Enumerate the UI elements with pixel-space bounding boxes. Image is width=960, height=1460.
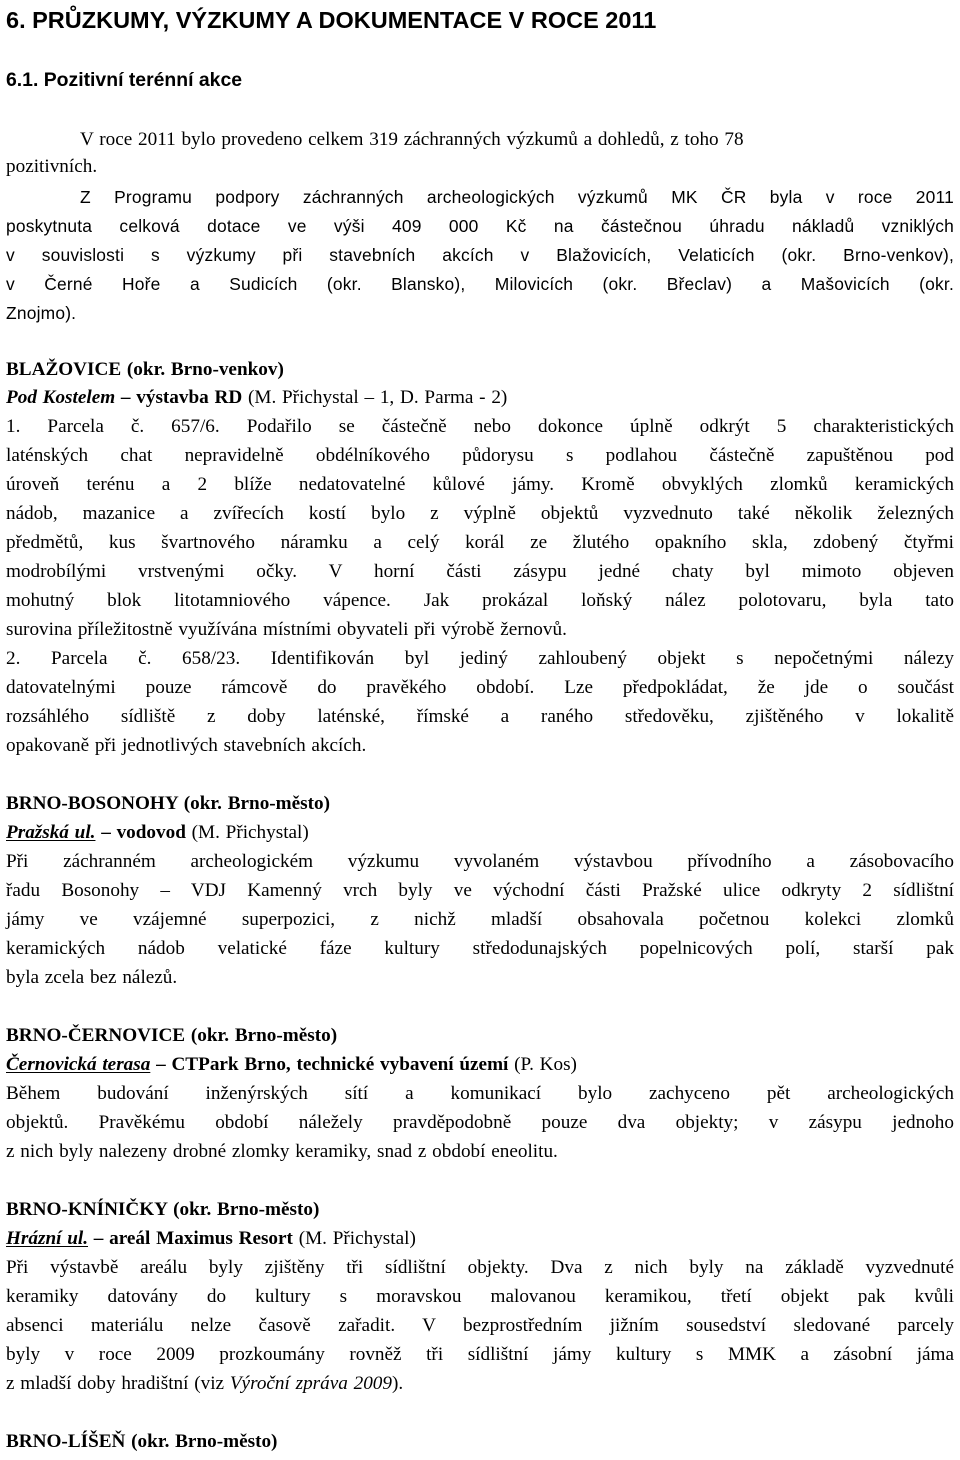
cernovice-line-2: objektů. Pravěkému období náležely pravděpodobně pouze dva objekty; v zásypu jednoho bbox=[6, 1112, 954, 1133]
kninicky-line-1: Při výstavbě areálu byly zjištěny tři sídlištní objekty. Dva z nich byly na základě vyzvednuté bbox=[6, 1257, 954, 1278]
site-heading-blazovice bbox=[6, 356, 284, 385]
site-subheading-bosonohy bbox=[6, 819, 309, 848]
kninicky-line-5 bbox=[6, 1370, 403, 1399]
site-heading-cernovice bbox=[6, 1022, 337, 1051]
bosonohy-line-4: keramických nádob velatické fáze kultury středodunajských popelnicových polí, starší pak bbox=[6, 938, 954, 959]
bosonohy-line-3: jámy ve vzájemné superpozici, z nichž mladší obsahovala početnou kolekci zlomků bbox=[6, 909, 954, 930]
authors: (M. Přichystal – 1, D. Parma - 2) bbox=[242, 387, 508, 408]
site-subheading-blazovice bbox=[6, 384, 507, 413]
site-name: BRNO-BOSONOHY (okr. Brno-město) bbox=[6, 793, 331, 814]
cernovice-line-1: Během budování inženýrských sítí a komunikací bylo zachyceno pět archeologických bbox=[6, 1083, 954, 1104]
locality: Hrázní ul. bbox=[6, 1228, 89, 1249]
site-heading-bosonohy bbox=[6, 790, 330, 819]
bosonohy-line-2: řadu Bosonohy – VDJ Kamenný vrch byly ve východní části Pražské ulice odkryty 2 sídlištní bbox=[6, 880, 954, 901]
site-heading-kninicky bbox=[6, 1196, 319, 1225]
action: výstavba RD bbox=[136, 387, 243, 408]
intro-line-4: poskytnuta celková dotace ve výši 409 000 Kč na částečnou úhradu nákladů vzniklých bbox=[6, 216, 954, 236]
site-name: BLAŽOVICE (okr. Brno-venkov) bbox=[6, 359, 284, 380]
authors: (P. Kos) bbox=[508, 1054, 577, 1075]
site-name: BRNO-KNÍNIČKY (okr. Brno-město) bbox=[6, 1199, 320, 1220]
authors: (M. Přichystal) bbox=[292, 1228, 416, 1249]
intro-line-1: V roce 2011 bylo provedeno celkem 319 záchranných výzkumů a dohledů, z toho 78 bbox=[80, 129, 744, 150]
blazovice-line-6: modrobílými vrstvenými očky. V horní části zásypu jedné chaty byl mimoto objeven bbox=[6, 561, 954, 582]
blazovice-line-11: rozsáhlého sídliště z doby laténské, římské a raného středověku, zjištěného v lokalitě bbox=[6, 706, 954, 727]
reference: Výroční zpráva 2009 bbox=[229, 1373, 392, 1394]
locality: Černovická terasa bbox=[6, 1054, 151, 1075]
blazovice-line-2: laténských chat nepravidelně obdélníkového půdorysu s podlahou částečně zapuštěnou pod bbox=[6, 445, 954, 466]
chapter-heading: 6. PRŮZKUMY, VÝZKUMY A DOKUMENTACE V ROCE 2011 bbox=[6, 7, 657, 33]
action: CTPark Brno, technické vybavení území bbox=[171, 1054, 509, 1075]
site-name: BRNO-ČERNOVICE (okr. Brno-město) bbox=[6, 1025, 338, 1046]
bosonohy-line-5: byla zcela bez nálezů. bbox=[6, 967, 178, 988]
blazovice-line-1: 1. Parcela č. 657/6. Podařilo se částečně nebo dokonce úplně odkrýt 5 charakteristických bbox=[6, 416, 954, 437]
dash: – bbox=[150, 1054, 172, 1075]
site-subheading-kninicky bbox=[6, 1225, 416, 1254]
line-text: z mladší doby hradištní (viz bbox=[6, 1373, 230, 1394]
authors: (M. Přichystal) bbox=[185, 822, 309, 843]
dash: – bbox=[115, 387, 137, 408]
blazovice-line-8: surovina příležitostně využívána místními obyvateli při výrobě žernovů. bbox=[6, 619, 567, 640]
blazovice-line-3: úroveň terénu a 2 blíže nedatovatelné kůlové jámy. Kromě obvyklých zlomků keramických bbox=[6, 474, 954, 495]
blazovice-line-7: mohutný blok litotamniového vápence. Jak prokázal loňský nález polotovaru, byla tato bbox=[6, 590, 954, 611]
action: areál Maximus Resort bbox=[109, 1228, 293, 1249]
blazovice-line-10: datovatelnými pouze rámcově do pravěkého období. Lze předpokládat, že jde o součást bbox=[6, 677, 954, 698]
bosonohy-line-1: Při záchranném archeologickém výzkumu vyvolaném výstavbou přívodního a zásobovacího bbox=[6, 851, 954, 872]
blazovice-line-5: předmětů, kus švartnového náramku a celý korál ze žlutého opakního skla, zdobený čtyřmi bbox=[6, 532, 954, 553]
intro-line-7: Znojmo). bbox=[6, 303, 77, 323]
kninicky-line-4: byly v roce 2009 prozkoumány rovněž tři sídlištní jámy kultury s MMK a zásobní jáma bbox=[6, 1344, 954, 1365]
intro-line-5: v souvislosti s výzkumy při stavebních akcích v Blažovicích, Velaticích (okr. Brno-venkov), bbox=[6, 245, 954, 265]
kninicky-line-3: absenci materiálu nelze časově zařadit. V bezprostředním jižním sousedství sledované parcely bbox=[6, 1315, 954, 1336]
intro-line-3: Z Programu podpory záchranných archeologických výzkumů MK ČR byla v roce 2011 bbox=[80, 187, 954, 207]
dash: – bbox=[95, 822, 117, 843]
dash: – bbox=[88, 1228, 110, 1249]
blazovice-line-9: 2. Parcela č. 658/23. Identifikován byl jediný zahloubený objekt s nepočetnými nálezy bbox=[6, 648, 954, 669]
section-heading: 6.1. Pozitivní terénní akce bbox=[6, 69, 243, 91]
action: vodovod bbox=[116, 822, 186, 843]
locality: Pražská ul. bbox=[6, 822, 96, 843]
intro-line-2: pozitivních. bbox=[6, 156, 98, 177]
locality: Pod Kostelem bbox=[6, 387, 116, 408]
line-text: ). bbox=[391, 1373, 404, 1394]
blazovice-line-12: opakovaně při jednotlivých stavebních akcích. bbox=[6, 735, 367, 756]
blazovice-line-4: nádob, mazanice a zvířecích kostí bylo z výplně objektů vyzvednuto také několik železných bbox=[6, 503, 954, 524]
intro-line-6: v Černé Hoře a Sudicích (okr. Blansko), Milovicích (okr. Břeclav) a Mašovicích (okr. bbox=[6, 274, 954, 294]
site-name: BRNO-LÍŠEŇ (okr. Brno-město) bbox=[6, 1431, 278, 1452]
site-subheading-cernovice bbox=[6, 1051, 577, 1080]
site-heading-lisen bbox=[6, 1428, 277, 1457]
cernovice-line-3: z nich byly nalezeny drobné zlomky keramiky, snad z období eneolitu. bbox=[6, 1141, 558, 1162]
kninicky-line-2: keramiky datovány do kultury s moravskou malovanou keramikou, třetí objekt pak kvůli bbox=[6, 1286, 954, 1307]
